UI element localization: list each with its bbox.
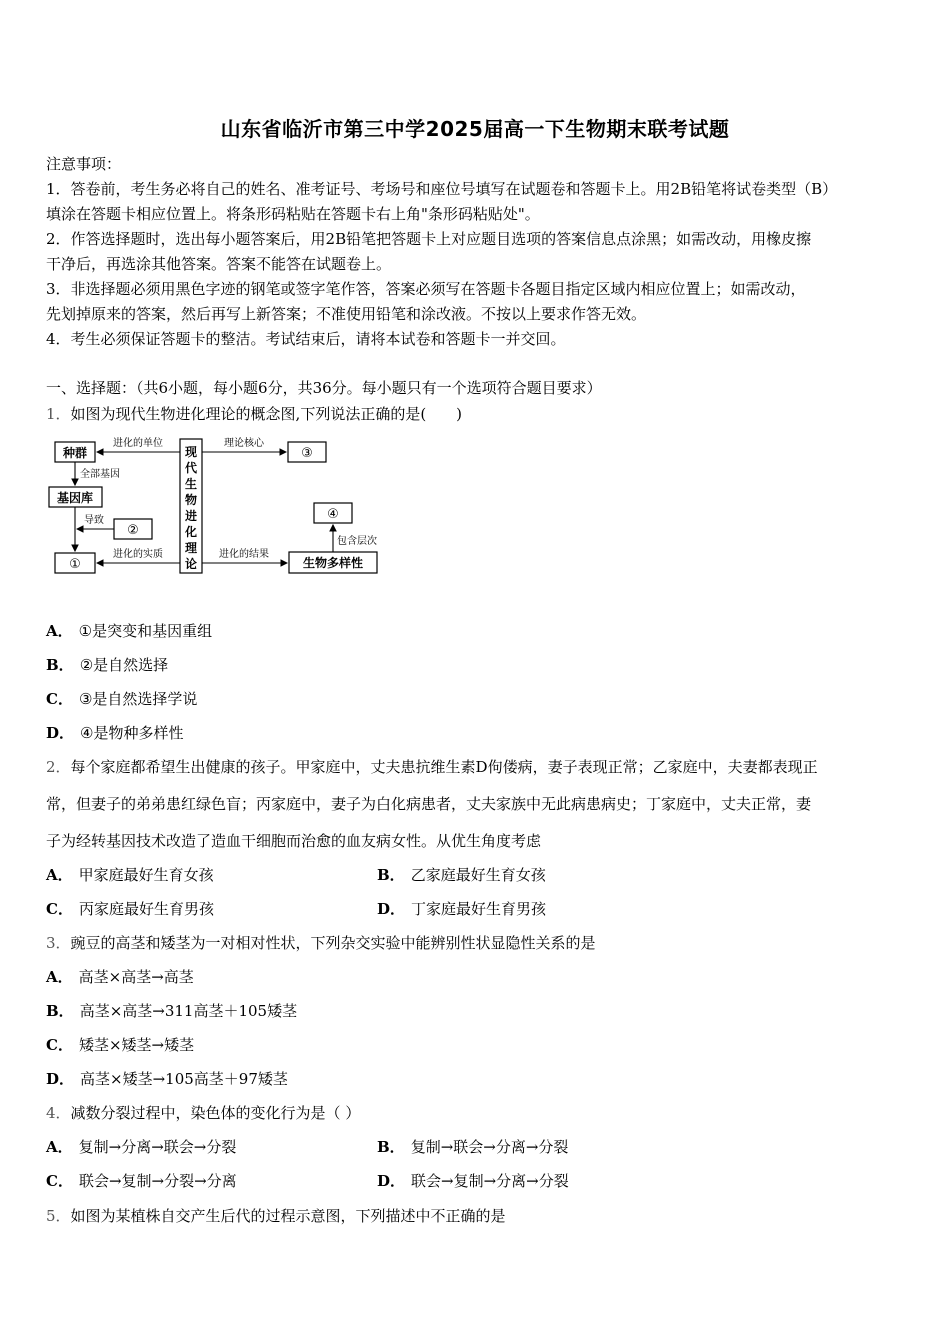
option-label: B．	[46, 1002, 74, 1020]
option[interactable]	[46, 864, 214, 885]
question-text: 豌豆的高茎和矮茎为一对相对性状，下列杂交实验中能辨别性状显隐性关系的是	[70, 934, 596, 952]
option-label: A．	[46, 968, 73, 986]
label-result: 进化的结果	[219, 549, 269, 560]
question-text: 如图为某植株自交产生后代的过程示意图，下列描述中不正确的是	[70, 1207, 506, 1225]
label-unit: 进化的单位	[113, 438, 163, 449]
label-4: ④	[327, 507, 339, 522]
question-number: 3．	[46, 934, 71, 952]
option-text: ③是自然选择学说	[78, 690, 198, 708]
option[interactable]	[46, 654, 168, 675]
center-char: 化	[184, 525, 198, 539]
label-1: ①	[69, 557, 81, 572]
label-essence: 进化的实质	[113, 549, 163, 560]
option-text: 丁家庭最好生育男孩	[411, 900, 547, 918]
option[interactable]	[46, 688, 197, 709]
label-2: ②	[127, 523, 139, 538]
question-3-stem	[46, 932, 596, 953]
center-char: 进	[184, 509, 198, 523]
option-text: ①是突变和基因重组	[78, 622, 213, 640]
question-1-stem	[46, 403, 462, 424]
notice-line: 干净后，再选涂其他答案。答案不能答在试题卷上。	[46, 255, 392, 273]
gene-pool-label: 基因库	[56, 491, 94, 505]
option[interactable]	[46, 722, 183, 743]
section-heading: 一、选择题：（共6小题，每小题6分，共36分。每小题只有一个选项符合题目要求）	[46, 379, 602, 397]
page-title: 山东省临沂市第三中学2025届高一下生物期末联考试题	[220, 117, 730, 141]
option-label: C．	[46, 690, 73, 708]
question-number: 4．	[46, 1104, 71, 1122]
option-text: 甲家庭最好生育女孩	[78, 866, 214, 884]
center-char: 代	[184, 461, 198, 475]
option-label: A．	[46, 1138, 73, 1156]
question-number: 5．	[46, 1207, 71, 1225]
question-4-stem	[46, 1102, 360, 1123]
option-text: 复制→分离→联会→分裂	[78, 1138, 237, 1156]
notice-line: 先划掉原来的答案，然后再写上新答案；不准使用铅笔和涂改液。不按以上要求作答无效。	[46, 305, 647, 323]
option[interactable]	[377, 1170, 569, 1191]
label-all-genes: 全部基因	[80, 469, 120, 480]
option-label: C．	[46, 1036, 73, 1054]
option-label: D．	[377, 900, 406, 918]
option-text: 乙家庭最好生育女孩	[410, 866, 546, 884]
option[interactable]	[46, 1136, 236, 1157]
option-label: B．	[377, 866, 405, 884]
question-text: 每个家庭都希望生出健康的孩子。甲家庭中，丈夫患抗维生素D佝偻病，妻子表现正常；乙家庭中，夫妻都表现正	[70, 758, 818, 776]
question-text: 如图为现代生物进化理论的概念图,下列说法正确的是( )	[70, 405, 463, 423]
option[interactable]	[46, 620, 212, 641]
label-3: ③	[301, 446, 313, 461]
label-core: 理论核心	[224, 438, 264, 449]
option[interactable]	[46, 898, 214, 919]
option-text: ②是自然选择	[79, 656, 169, 674]
notice-heading: 注意事项：	[46, 155, 122, 173]
question-text-line: 常，但妻子的弟弟患红绿色盲；丙家庭中，妻子为白化病患者，丈夫家族中无此病患病史；丁家庭中，丈夫正常，妻	[46, 795, 812, 813]
option-text: 高茎×高茎→311高茎＋105矮茎	[79, 1002, 298, 1020]
question-2-stem	[46, 756, 818, 777]
population-label: 种群	[62, 446, 88, 460]
center-char: 论	[184, 557, 198, 571]
option-label: C．	[46, 1172, 73, 1190]
option-label: C．	[46, 900, 73, 918]
option[interactable]	[46, 1034, 194, 1055]
option[interactable]	[46, 1000, 297, 1021]
option-text: 矮茎×矮茎→矮茎	[78, 1036, 195, 1054]
option-text: 高茎×矮茎→105高茎＋97矮茎	[80, 1070, 288, 1088]
option[interactable]	[46, 1170, 237, 1191]
option-text: 复制→联会→分离→分裂	[410, 1138, 569, 1156]
option-text: 联会→复制→分离→分裂	[411, 1172, 569, 1190]
option-text: 丙家庭最好生育男孩	[78, 900, 214, 918]
option-text: 高茎×高茎→高茎	[78, 968, 194, 986]
option-label: A．	[46, 866, 73, 884]
notice-line: 3．非选择题必须用黑色字迹的钢笔或签字笔作答，答案必须写在答题卡各题目指定区域内相应位置上；如需改动，	[46, 280, 806, 298]
option-text: ④是物种多样性	[80, 724, 184, 742]
option-label: B．	[377, 1138, 405, 1156]
question-number: 1．	[46, 405, 71, 423]
option-label: A．	[46, 622, 73, 640]
center-char: 理	[184, 541, 198, 555]
question-text-line: 子为经转基因技术改造了造血干细胞而治愈的血友病女性。从优生角度考虑	[46, 832, 542, 850]
diversity-label: 生物多样性	[302, 556, 364, 570]
option-label: D．	[377, 1172, 406, 1190]
label-levels: 包含层次	[337, 536, 377, 547]
question-text: 减数分裂过程中，染色体的变化行为是（ ）	[70, 1104, 361, 1122]
option[interactable]	[377, 864, 546, 885]
option-label: B．	[46, 656, 74, 674]
notice-line: 填涂在答题卡相应位置上。将条形码粘贴在答题卡右上角"条形码粘贴处"。	[46, 205, 540, 223]
question-5-stem	[46, 1205, 506, 1226]
option[interactable]	[46, 1068, 288, 1089]
notice-line: 2．作答选择题时，选出每小题答案后，用2B铅笔把答题卡上对应题目选项的答案信息点涂黑；如需改动，用橡皮擦	[46, 230, 812, 248]
center-char: 物	[184, 493, 198, 507]
center-char: 生	[184, 477, 198, 491]
notice-line: 1．答卷前，考生务必将自己的姓名、准考证号、考场号和座位号填写在试题卷和答题卡上。用2B铅笔将试卷类型（B）	[46, 180, 838, 198]
notice-line: 4．考生必须保证答题卡的整洁。考试结束后，请将本试卷和答题卡一并交回。	[46, 330, 566, 348]
option[interactable]	[377, 898, 546, 919]
option[interactable]	[46, 966, 194, 987]
option-label: D．	[46, 724, 75, 742]
option[interactable]	[377, 1136, 568, 1157]
center-char: 现	[184, 445, 198, 459]
evolution-concept-diagram	[46, 432, 386, 580]
option-label: D．	[46, 1070, 75, 1088]
option-text: 联会→复制→分裂→分离	[78, 1172, 237, 1190]
label-lead: 导致	[84, 515, 104, 526]
question-number: 2．	[46, 758, 71, 776]
